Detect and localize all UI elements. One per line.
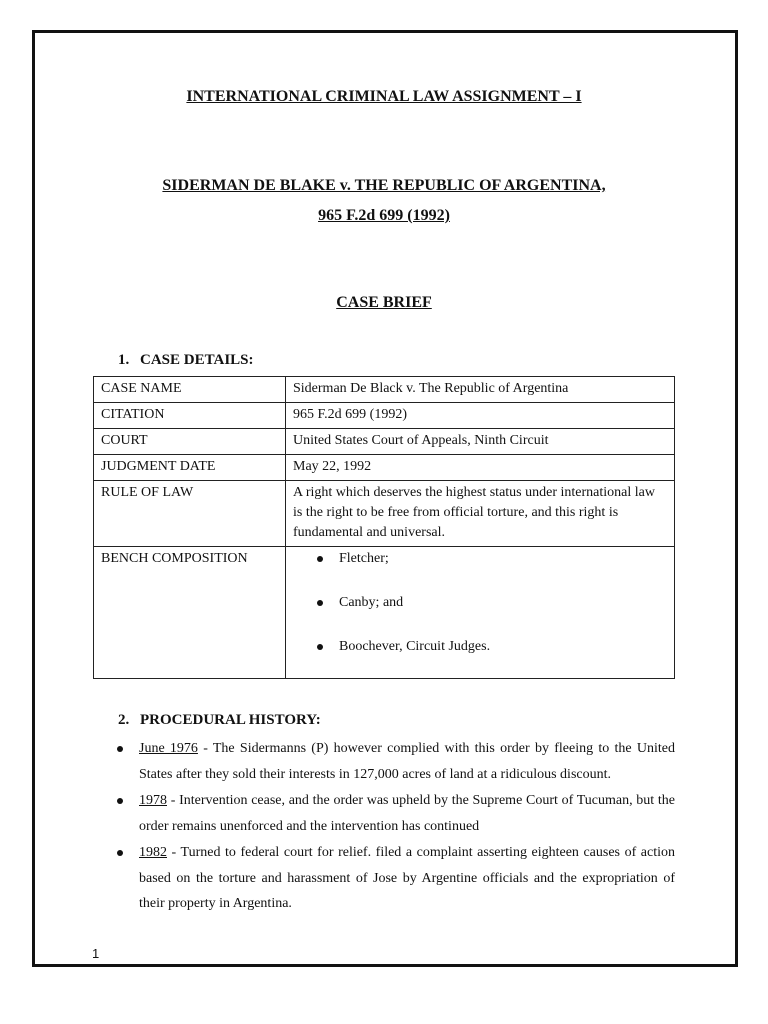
table-row: [94, 547, 675, 679]
table-row: [94, 455, 675, 481]
history-text: - Turned to federal court for relief. filed a complaint asserting eighteen causes of action based on the torture and harassment of Jose by Argentine officials and the expropriation of their property in Argentina.: [139, 845, 675, 911]
list-item: [117, 788, 675, 839]
history-date: 1982: [139, 845, 167, 860]
judge-name: Canby; and: [339, 595, 404, 610]
section-heading-text: CASE DETAILS:: [140, 352, 254, 368]
section-heading-case-details: [118, 352, 254, 369]
list-item: [293, 593, 667, 637]
history-date: June 1976: [139, 741, 198, 756]
table-row: [94, 403, 675, 429]
row-value: May 22, 1992: [286, 455, 675, 481]
row-label: RULE OF LAW: [94, 481, 286, 547]
list-item: [293, 637, 667, 675]
row-value: United States Court of Appeals, Ninth Circuit: [286, 429, 675, 455]
bench-composition-cell: [286, 547, 675, 679]
history-date: 1978: [139, 793, 167, 808]
bullet-icon: [117, 746, 123, 752]
assignment-title: INTERNATIONAL CRIMINAL LAW ASSIGNMENT – I: [186, 88, 582, 105]
table-row: [94, 377, 675, 403]
section-heading-procedural-history: [118, 712, 321, 729]
bullet-icon: [317, 600, 323, 606]
brief-title: CASE BRIEF: [336, 294, 432, 311]
judge-list: [293, 549, 667, 675]
row-value: Siderman De Black v. The Republic of Argentina: [286, 377, 675, 403]
bullet-icon: [117, 798, 123, 804]
section-number: 2.: [118, 712, 130, 728]
table-row: [94, 429, 675, 455]
case-citation: 965 F.2d 699 (1992): [318, 207, 450, 224]
case-details-table: [93, 376, 675, 679]
row-label: CITATION: [94, 403, 286, 429]
row-label: JUDGMENT DATE: [94, 455, 286, 481]
procedural-history-list: [117, 736, 675, 918]
bullet-icon: [117, 850, 123, 856]
section-heading-text: PROCEDURAL HISTORY:: [140, 712, 321, 728]
history-text: - The Sidermanns (P) however complied with this order by fleeing to the United States after they sold their interests in 127,000 acres of land at a ridiculous discount.: [139, 741, 675, 782]
row-label: BENCH COMPOSITION: [94, 547, 286, 679]
list-item: [117, 840, 675, 917]
table-row: [94, 481, 675, 547]
case-title: SIDERMAN DE BLAKE v. THE REPUBLIC OF ARGENTINA,: [162, 177, 606, 194]
list-item: [293, 549, 667, 593]
row-label: COURT: [94, 429, 286, 455]
list-item: [117, 736, 675, 787]
judge-name: Fletcher;: [339, 551, 389, 566]
page-number: 1: [92, 946, 100, 961]
bullet-icon: [317, 556, 323, 562]
bullet-icon: [317, 644, 323, 650]
section-number: 1.: [118, 352, 130, 368]
judge-name: Boochever, Circuit Judges.: [339, 639, 491, 654]
history-text: - Intervention cease, and the order was upheld by the Supreme Court of Tucuman, but the order remains unenforced and the intervention has continued: [139, 793, 675, 834]
row-value: 965 F.2d 699 (1992): [286, 403, 675, 429]
row-label: CASE NAME: [94, 377, 286, 403]
row-value: A right which deserves the highest status under international law is the right to be free from official torture, and this right is fundamental and universal.: [286, 481, 675, 547]
